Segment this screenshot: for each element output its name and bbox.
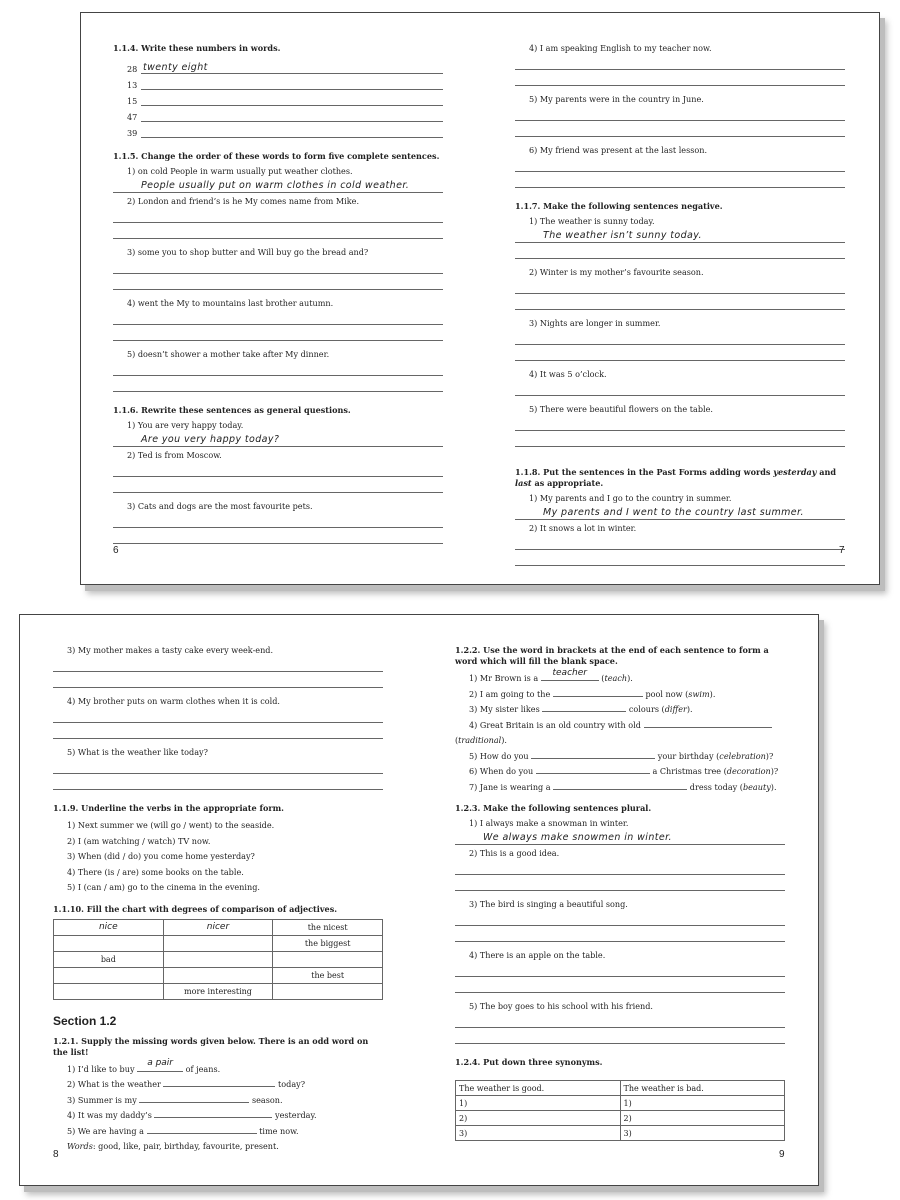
exercise-item: 4) I am speaking English to my teacher now. — [529, 43, 712, 53]
answer-line — [113, 360, 443, 376]
exercise-item: 5) We are having a time now. — [67, 1125, 299, 1136]
exercise-item: 3) My mother makes a tasty cake every week-end. — [67, 645, 274, 655]
page-6 — [113, 43, 443, 544]
answer-line — [113, 223, 443, 239]
number-line: 47 — [113, 106, 443, 122]
exercise-item: 1) Mr Brown is a teacher (teach). — [469, 667, 633, 683]
number-line: 13 — [113, 74, 443, 90]
answer-line — [515, 504, 845, 520]
page-9 — [455, 645, 785, 1141]
answer-line — [515, 121, 845, 137]
answer-line — [515, 243, 845, 259]
exercise-item: 1) on cold People in warm usually put weather clothes. — [127, 166, 353, 176]
exercise-item: 2) I am going to the pool now (swim). — [469, 688, 716, 699]
exercise-item: 4) Great Britain is an old country with old — [455, 718, 785, 734]
exercise-item: 3) When (did / do) you come home yesterday? — [67, 851, 255, 861]
task-1-2-4-title: 1.2.4. Put down three synonyms. — [455, 1057, 603, 1067]
handwritten-answer: The weather isn’t sunny today. — [543, 230, 702, 241]
exercise-item: 4) It was 5 o’clock. — [529, 369, 607, 379]
exercise-item: 4) My brother puts on warm clothes when it is cold. — [67, 696, 281, 706]
table-row: nice nicer the nicest — [54, 919, 383, 935]
task-1-2-2-title: 1.2.2. Use the word in brackets at the end of each sentence to form a word which will fill the blank space. — [455, 645, 769, 666]
exercise-item: 4) There is an apple on the table. — [469, 950, 606, 960]
exercise-item: 2) London and friend’s is he My comes name from Mike. — [127, 196, 360, 206]
answer-line — [515, 172, 845, 188]
handwritten-answer: My parents and I went to the country last summer. — [543, 507, 804, 518]
handwritten-answer: People usually put on warm clothes in cold weather. — [141, 180, 410, 191]
task-1-1-5-title: 1.1.5. Change the order of these words to form five complete sentences. — [113, 151, 440, 161]
answer-line — [455, 910, 785, 926]
task-1-1-7-title: 1.1.7. Make the following sentences negative. — [515, 201, 723, 211]
answer-line — [515, 278, 845, 294]
answer-line — [515, 156, 845, 172]
exercise-item: 3) Nights are longer in summer. — [529, 318, 661, 328]
answer-line — [515, 345, 845, 361]
answer-line — [515, 227, 845, 243]
exercise-item: 5) What is the weather like today? — [67, 747, 208, 757]
answer-line — [515, 54, 845, 70]
task-1-1-6-title: 1.1.6. Rewrite these sentences as general questions. — [113, 405, 351, 415]
answer-line — [53, 758, 383, 774]
answer-line — [515, 550, 845, 566]
answer-line — [515, 70, 845, 86]
handwritten-answer: Are you very happy today? — [141, 434, 280, 445]
exercise-item: 2) Winter is my mother’s favourite season. — [529, 267, 704, 277]
answer-line — [455, 1012, 785, 1028]
answer-line — [53, 774, 383, 790]
number-line: 39 — [113, 122, 443, 138]
exercise-item: 1) Next summer we (will go / went) to the seaside. — [67, 820, 275, 830]
answer-line — [113, 512, 443, 528]
handwritten-answer: a pair — [147, 1058, 173, 1068]
answer-line — [515, 380, 845, 396]
exercise-item: 1) The weather is sunny today. — [529, 216, 655, 226]
page-7 — [515, 43, 845, 566]
exercise-item: (traditional). — [455, 735, 507, 745]
answer-line — [455, 829, 785, 845]
handwritten-answer: We always make snowmen in winter. — [483, 832, 672, 843]
answer-line — [455, 926, 785, 942]
answer-line — [113, 376, 443, 392]
exercise-item: 3) My sister likes colours (differ). — [469, 704, 693, 714]
exercise-item: 2) This is a good idea. — [469, 848, 560, 858]
table-row: more interesting — [54, 983, 383, 999]
page-number: 7 — [839, 545, 845, 556]
exercise-item: 2) Ted is from Moscow. — [127, 450, 222, 460]
answer-line — [515, 534, 845, 550]
exercise-item: 7) Jane is wearing a dress today (beauty). — [469, 781, 777, 792]
answer-line — [113, 207, 443, 223]
exercise-item: 3) Summer is my season. — [67, 1094, 283, 1105]
answer-line — [515, 431, 845, 447]
answer-line — [113, 258, 443, 274]
exercise-item: 4) It was my daddy’s yesterday. — [67, 1110, 317, 1120]
section-heading: Section 1.2 — [53, 1013, 117, 1028]
exercise-item: 1) My parents and I go to the country in summer. — [529, 493, 732, 503]
exercise-item: 1) You are very happy today. — [127, 420, 244, 430]
task-1-2-3-title: 1.2.3. Make the following sentences plural. — [455, 803, 652, 813]
answer-line — [53, 707, 383, 723]
spread-pages-8-9 — [19, 614, 819, 1186]
number-line: 28 twenty eight — [113, 58, 443, 74]
task-1-1-10-title: 1.1.10. Fill the chart with degrees of comparison of adjectives. — [53, 903, 338, 914]
exercise-item: 4) went the My to mountains last brother autumn. — [127, 298, 334, 308]
answer-line — [53, 723, 383, 739]
exercise-item: 1) I’d like to buy a pair of jeans. — [67, 1058, 221, 1074]
exercise-item: 5) doesn’t shower a mother take after My dinner. — [127, 349, 330, 359]
page-number: 8 — [53, 1149, 59, 1160]
exercise-item: 2) What is the weather today? — [67, 1079, 306, 1089]
exercise-item: 3) Cats and dogs are the most favourite pets. — [127, 501, 313, 511]
table-row: 2) 2) — [456, 1111, 785, 1126]
answer-line — [455, 961, 785, 977]
answer-line — [113, 309, 443, 325]
handwritten-answer: twenty eight — [143, 62, 208, 73]
answer-line — [53, 656, 383, 672]
exercise-item: 3) some you to shop butter and Will buy go the bread and? — [127, 247, 369, 257]
answer-line — [113, 477, 443, 493]
table-row: 1) 1) — [456, 1096, 785, 1111]
answer-line — [113, 528, 443, 544]
task-1-1-8-title: 1.1.8. Put the sentences in the Past Forms adding words yesterday and last as appropriate. — [515, 467, 837, 488]
task-1-2-1-title: 1.2.1. Supply the missing words given below. There is an odd word on the list! — [53, 1035, 369, 1057]
exercise-item: 2) I (am watching / watch) TV now. — [67, 835, 211, 846]
synonyms-table — [455, 1080, 785, 1141]
number-line: 15 — [113, 90, 443, 106]
answer-line — [515, 105, 845, 121]
task-1-1-4-title: 1.1.4. Write these numbers in words. — [113, 43, 281, 53]
table-row: 3) 3) — [456, 1126, 785, 1141]
table-row: bad — [54, 951, 383, 967]
table-row: the best — [54, 967, 383, 983]
exercise-item: 5) I (can / am) go to the cinema in the evening. — [67, 882, 260, 892]
handwritten-answer: teacher — [552, 667, 587, 678]
answer-line — [113, 325, 443, 341]
answer-line — [455, 1028, 785, 1044]
page-number: 6 — [113, 545, 119, 556]
exercise-item: 5) My parents were in the country in June. — [529, 94, 704, 104]
exercise-item: 4) There (is / are) some books on the table. — [67, 866, 244, 877]
answer-line — [113, 461, 443, 477]
exercise-item: 1) I always make a snowman in winter. — [469, 818, 629, 828]
answer-line — [113, 274, 443, 290]
answer-line — [455, 859, 785, 875]
answer-line — [515, 329, 845, 345]
exercise-item: 6) My friend was present at the last lesson. — [529, 145, 708, 155]
answer-line — [455, 977, 785, 993]
exercise-item: 5) How do you your birthday (celebration)? — [469, 750, 774, 761]
exercise-item: 2) It snows a lot in winter. — [529, 523, 637, 533]
spread-pages-6-7 — [80, 12, 880, 585]
page-8 — [53, 645, 383, 1155]
page-number: 9 — [779, 1149, 785, 1160]
exercise-item: 6) When do you a Christmas tree (decoration)? — [469, 766, 779, 776]
exercise-item: 3) The bird is singing a beautiful song. — [469, 899, 628, 909]
exercise-item: 5) There were beautiful flowers on the table. — [529, 404, 713, 414]
answer-line — [515, 294, 845, 310]
exercise-item: 5) The boy goes to his school with his friend. — [469, 1001, 653, 1011]
comparison-table — [53, 919, 383, 1000]
task-1-1-9-title: 1.1.9. Underline the verbs in the appropriate form. — [53, 803, 284, 813]
table-row: the biggest — [54, 935, 383, 951]
answer-line — [53, 672, 383, 688]
table-row: The weather is good. The weather is bad. — [456, 1081, 785, 1096]
words-list: Words: good, like, pair, birthday, favourite, present. — [67, 1141, 279, 1151]
answer-line — [455, 875, 785, 891]
answer-line — [113, 177, 443, 193]
answer-line — [515, 415, 845, 431]
answer-line — [113, 431, 443, 447]
